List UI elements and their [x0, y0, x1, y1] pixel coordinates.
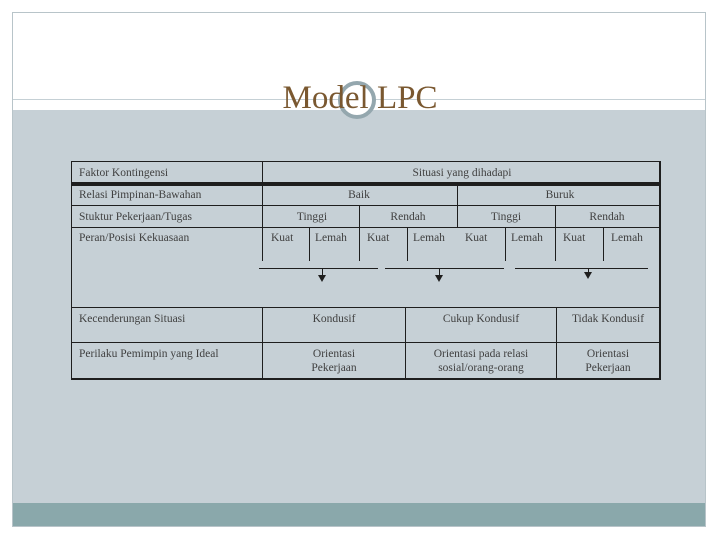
- power-divider-2: [407, 228, 408, 261]
- relation-divider: [457, 186, 458, 228]
- table-rule-relation: [71, 205, 661, 206]
- power-weak-2: Lemah: [413, 232, 445, 244]
- arrow-fairly-conducive-head: [435, 275, 443, 282]
- label-task-structure: Stuktur Pekerjaan/Tugas: [79, 211, 192, 223]
- table-rule-tendency: [71, 307, 661, 308]
- structure-divider-2: [555, 206, 556, 261]
- table-col-divider-upper: [262, 161, 263, 261]
- arrow-not-conducive-head: [584, 272, 592, 279]
- structure-low-2: Rendah: [589, 211, 625, 223]
- ideal-task-orientation-1b: Pekerjaan: [311, 362, 357, 374]
- bracket-fairly-conducive: [385, 268, 504, 269]
- tendency-fairly-conducive: Cukup Kondusif: [442, 313, 520, 325]
- label-position-power: Peran/Posisi Kekuasaan: [79, 232, 190, 244]
- table-border-bottom: [71, 378, 661, 380]
- table-header-rule: [71, 182, 661, 186]
- power-weak-1: Lemah: [315, 232, 347, 244]
- power-weak-3: Lemah: [511, 232, 543, 244]
- ideal-relation-orientation-a: Orientasi pada relasi: [433, 348, 529, 360]
- power-weak-4: Lemah: [611, 232, 643, 244]
- table-rule-structure: [71, 227, 661, 228]
- power-strong-3: Kuat: [465, 232, 488, 244]
- ideal-relation-orientation-b: sosial/orang-orang: [438, 362, 524, 374]
- table-border-top: [71, 161, 661, 162]
- slide-title: Model LPC: [282, 80, 438, 116]
- bracket-conducive: [259, 268, 378, 269]
- ideal-task-orientation-2a: Orientasi: [586, 348, 630, 360]
- relation-good: Baik: [348, 189, 370, 201]
- outcome-divider-1: [405, 307, 406, 379]
- structure-divider-1: [359, 206, 360, 261]
- label-situation-faced: Situasi yang dihadapi: [412, 167, 512, 179]
- table-rule-ideal: [71, 342, 661, 343]
- table-border-right: [659, 161, 661, 380]
- tendency-conducive: Kondusif: [312, 313, 356, 325]
- label-relation: Relasi Pimpinan-Bawahan: [79, 189, 202, 201]
- table-border-left: [71, 161, 72, 380]
- label-ideal-leader-behavior: Perilaku Pemimpin yang Ideal: [79, 348, 219, 360]
- power-divider-3: [505, 228, 506, 261]
- bracket-not-conducive: [515, 268, 648, 269]
- ideal-task-orientation-2b: Pekerjaan: [585, 362, 631, 374]
- power-divider-1: [309, 228, 310, 261]
- tendency-not-conducive: Tidak Kondusif: [571, 313, 645, 325]
- power-strong-4: Kuat: [563, 232, 586, 244]
- structure-high-1: Tinggi: [296, 211, 328, 223]
- arrow-conducive-head: [318, 275, 326, 282]
- power-strong-2: Kuat: [367, 232, 390, 244]
- power-divider-4: [603, 228, 604, 261]
- relation-bad: Buruk: [545, 189, 575, 201]
- label-situation-tendency: Kecenderungan Situasi: [79, 313, 186, 325]
- outcome-divider-2: [556, 307, 557, 379]
- structure-low-1: Rendah: [390, 211, 426, 223]
- ideal-task-orientation-1a: Orientasi: [312, 348, 356, 360]
- power-strong-1: Kuat: [271, 232, 294, 244]
- structure-high-2: Tinggi: [490, 211, 522, 223]
- table-col-divider-lower: [262, 307, 263, 379]
- label-contingency-factor: Faktor Kontingensi: [79, 167, 169, 179]
